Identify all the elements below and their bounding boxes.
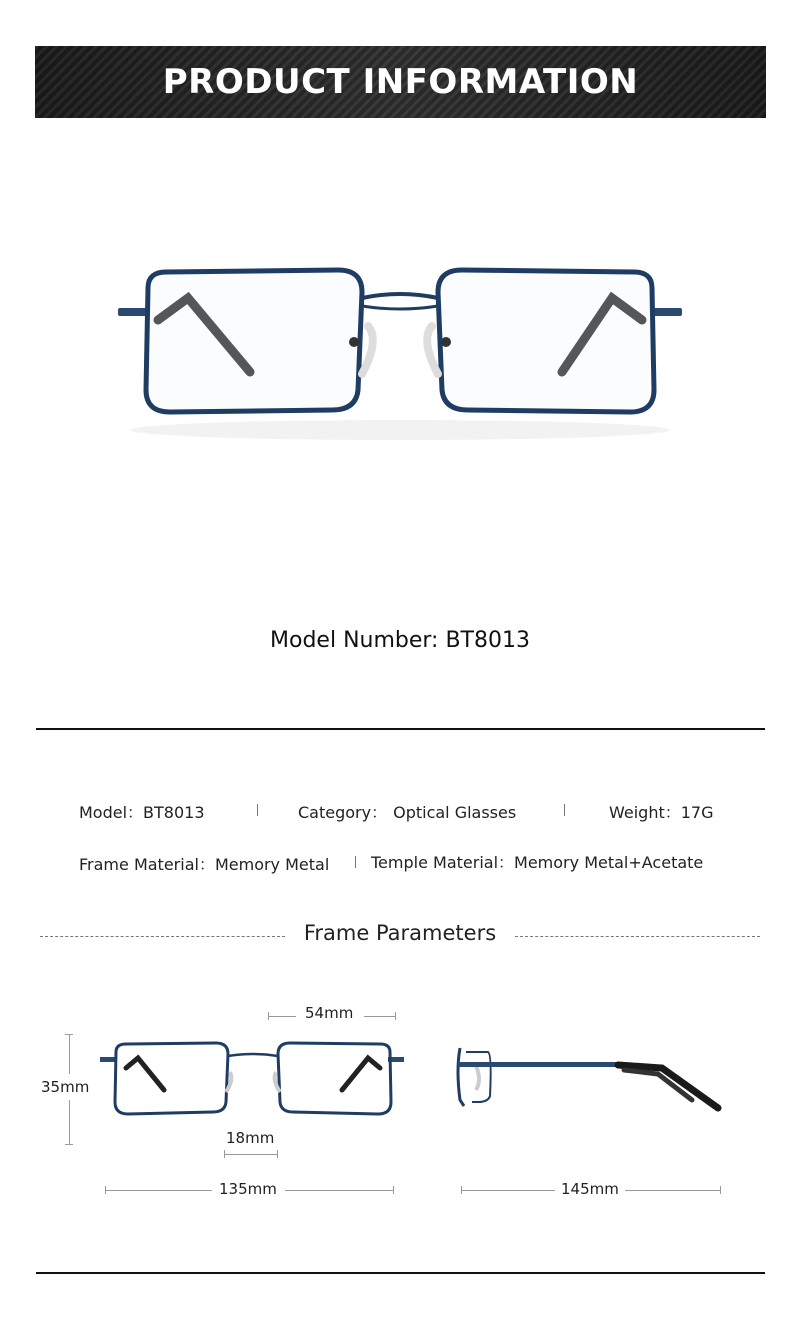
divider-top	[36, 728, 765, 730]
spec-temple-material-value: Memory Metal+Acetate	[514, 853, 704, 872]
spec-model-label: Model：	[79, 803, 144, 822]
dimension-tick	[224, 1150, 225, 1158]
spec-weight-label: Weight：	[609, 803, 681, 822]
dimension-tick	[65, 1034, 73, 1035]
header-banner	[35, 46, 766, 118]
dimension-line	[268, 1016, 296, 1017]
dimension-line	[69, 1034, 70, 1074]
dimension-tick	[395, 1012, 396, 1020]
dimension-line	[105, 1190, 212, 1191]
spec-model	[79, 800, 205, 823]
dimension-tick	[105, 1186, 106, 1194]
spec-category-value: Optical Glasses	[393, 803, 517, 822]
dimension-line	[285, 1190, 393, 1191]
dimension-tick	[393, 1186, 394, 1194]
dimension-tick	[277, 1150, 278, 1158]
lens-width-label: 54mm	[305, 1004, 354, 1022]
dimension-line	[69, 1100, 70, 1145]
banner-title: PRODUCT INFORMATION	[162, 62, 639, 102]
spec-model-value: BT8013	[143, 803, 205, 822]
model-number: Model Number: BT8013	[270, 628, 530, 653]
dimension-line	[625, 1190, 720, 1191]
spec-temple-material	[371, 850, 703, 873]
glasses-front-diagram	[98, 1030, 408, 1125]
spec-weight-value: 17G	[680, 803, 714, 822]
divider-bottom	[36, 1272, 765, 1274]
spec-separator	[564, 804, 565, 816]
dimension-line	[364, 1016, 396, 1017]
dimension-line	[461, 1190, 555, 1191]
dimension-tick	[65, 1144, 73, 1145]
spec-temple-material-label: Temple Material：	[371, 853, 515, 872]
spec-weight	[609, 800, 714, 823]
spec-separator	[355, 856, 356, 868]
glasses-front-image	[100, 240, 700, 450]
glasses-side-diagram	[452, 1040, 732, 1120]
lens-height-label: 35mm	[41, 1078, 90, 1096]
dimension-tick	[268, 1012, 269, 1020]
dashed-rule-right	[515, 936, 760, 937]
dimension-line	[224, 1154, 278, 1155]
spec-frame-material-value: Memory Metal	[214, 855, 330, 874]
dimension-tick	[461, 1186, 462, 1194]
bridge-width-label: 18mm	[226, 1129, 275, 1147]
spec-frame-material	[79, 852, 329, 875]
temple-length-label: 145mm	[561, 1180, 619, 1198]
spec-category-label: Category：	[298, 803, 388, 822]
spec-frame-material-label: Frame Material：	[79, 855, 215, 874]
dimension-tick	[720, 1186, 721, 1194]
spec-separator	[257, 804, 258, 816]
frame-width-label: 135mm	[219, 1180, 277, 1198]
spec-category	[298, 800, 516, 823]
frame-parameters-title: Frame Parameters	[303, 921, 497, 945]
